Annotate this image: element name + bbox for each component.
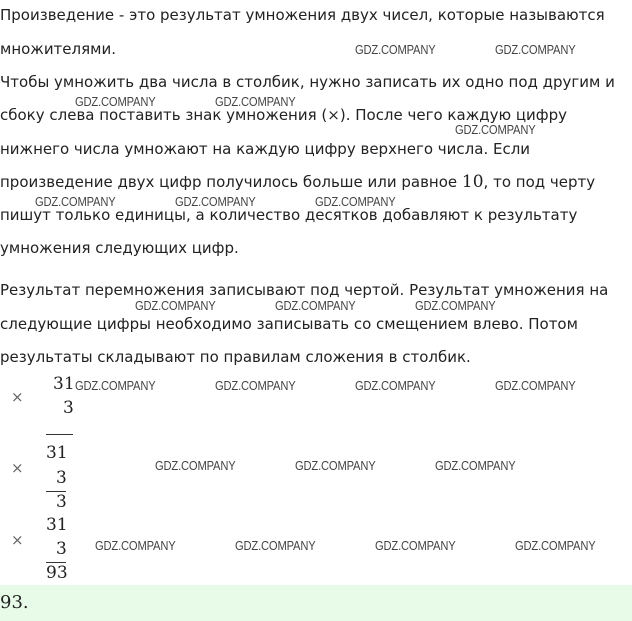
watermark: GDZ.COMPANY <box>275 298 356 313</box>
text-line: нижнего числа умножают на каждую цифру верхнего числа. Если <box>0 140 531 158</box>
watermark: GDZ.COMPANY <box>435 458 516 473</box>
watermark: GDZ.COMPANY <box>455 122 536 137</box>
watermark: GDZ.COMPANY <box>35 194 116 209</box>
times-sign: × <box>11 531 24 549</box>
text-line: Чтобы умножить два числа в столбик, нужно записать их одно под другим и <box>0 73 615 91</box>
text-fragment: , то под черту <box>483 173 596 191</box>
watermark: GDZ.COMPANY <box>215 94 296 109</box>
watermark: GDZ.COMPANY <box>75 94 156 109</box>
result-number: 3 <box>56 492 67 512</box>
times-sign: × <box>11 459 24 477</box>
watermark: GDZ.COMPANY <box>135 298 216 313</box>
watermark: GDZ.COMPANY <box>175 194 256 209</box>
bottom-number: 3 <box>63 398 74 418</box>
text-line <box>0 172 632 192</box>
bottom-number: 3 <box>56 468 67 488</box>
text-line: Результат перемножения записывают под чертой. Результат умножения на <box>0 281 609 299</box>
text-fragment: сбоку слева поставить знак умножения ( <box>0 106 328 124</box>
times-sign: × <box>11 388 24 406</box>
number-ten: 10 <box>461 172 484 192</box>
bottom-number: 3 <box>56 539 67 559</box>
watermark: GDZ.COMPANY <box>355 378 436 393</box>
watermark: GDZ.COMPANY <box>215 378 296 393</box>
answer-text: 93. <box>0 592 29 613</box>
watermark: GDZ.COMPANY <box>415 298 496 313</box>
text-fragment: произведение двух цифр получилось больше или равное <box>0 173 462 191</box>
text-line: результаты складывают по правилам сложения в столбик. <box>0 348 471 366</box>
watermark: GDZ.COMPANY <box>515 538 596 553</box>
text-line: множителями. <box>0 40 116 58</box>
top-number: 31 <box>46 515 68 535</box>
watermark: GDZ.COMPANY <box>495 378 576 393</box>
text-line: следующие цифры необходимо записывать со смещением влево. Потом <box>0 315 578 333</box>
watermark: GDZ.COMPANY <box>375 538 456 553</box>
watermark: GDZ.COMPANY <box>495 42 576 57</box>
top-number: 31 <box>53 374 75 394</box>
times-symbol: × <box>327 106 340 124</box>
watermark: GDZ.COMPANY <box>315 194 396 209</box>
answer-box <box>0 585 632 621</box>
result-number: 93 <box>46 563 68 583</box>
underline-bar <box>46 434 73 435</box>
text-line: умножения следующих цифр. <box>0 239 239 257</box>
text-line: пишут только единицы, а количество десятков добавляют к результату <box>0 206 578 224</box>
watermark: GDZ.COMPANY <box>95 538 176 553</box>
top-number: 31 <box>46 443 68 463</box>
watermark: GDZ.COMPANY <box>295 458 376 473</box>
watermark: GDZ.COMPANY <box>155 458 236 473</box>
watermark: GDZ.COMPANY <box>355 42 436 57</box>
watermark: GDZ.COMPANY <box>75 378 156 393</box>
text-fragment: ). После чего каждую цифру <box>339 106 568 124</box>
text-line: Произведение - это результат умножения двух чисел, которые называются <box>0 6 605 24</box>
watermark: GDZ.COMPANY <box>235 538 316 553</box>
